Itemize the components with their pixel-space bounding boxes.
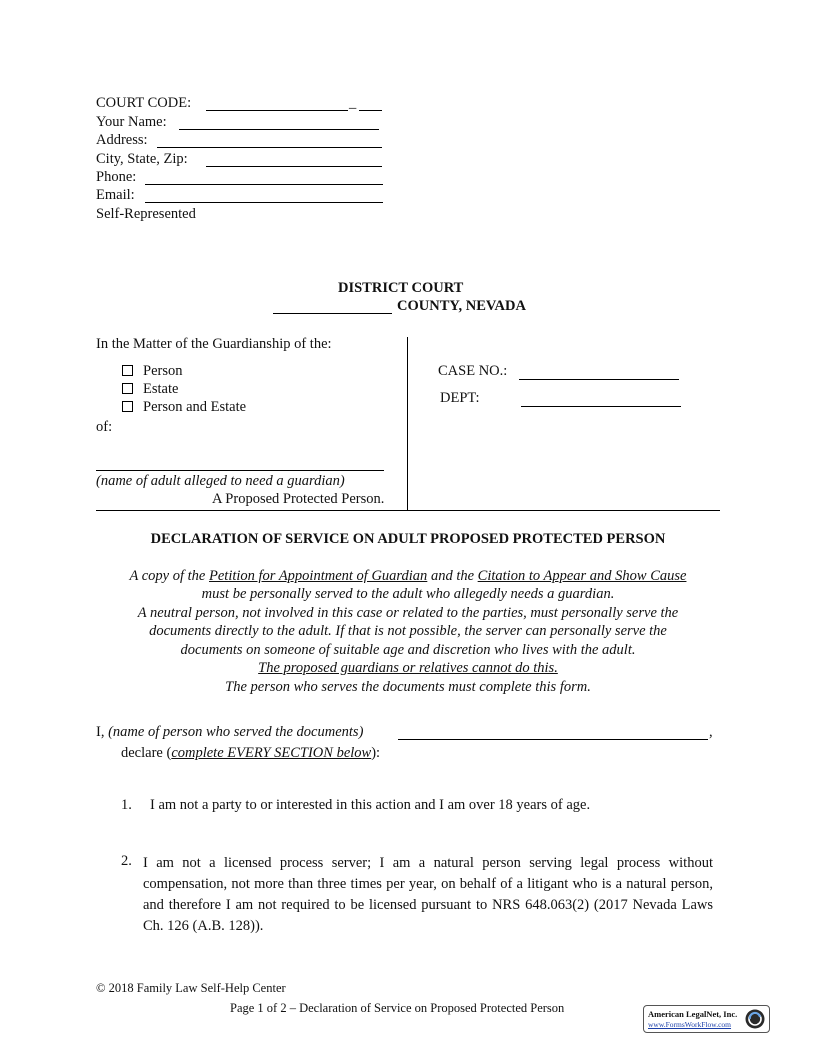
option-person-and-estate-label: Person and Estate	[143, 399, 247, 415]
city-label: City, State, Zip:	[96, 151, 188, 167]
city-field[interactable]	[206, 166, 382, 167]
item-2-number: 2.	[121, 853, 132, 869]
citation-title: Citation to Appear and Show Cause	[477, 568, 687, 584]
logo-line-1: American LegalNet, Inc.	[648, 1009, 738, 1019]
notice-line-5: documents on someone of suitable age and discretion who lives with the adult.	[180, 642, 636, 658]
item-1-text: I am not a party to or interested in this action and I am over 18 years of age.	[150, 797, 591, 813]
matter-label: In the Matter of the Guardianship of the:	[96, 336, 332, 352]
notice-line-2: must be personally served to the adult who allegedly needs a guardian.	[201, 586, 615, 602]
dept-field[interactable]	[521, 406, 681, 407]
your-name-field[interactable]	[179, 129, 379, 130]
option-estate-label: Estate	[143, 381, 179, 397]
declare-text: declare (	[121, 745, 172, 761]
notice-text: A copy of the	[129, 568, 209, 584]
notice-text: and the	[427, 568, 478, 584]
address-label: Address:	[96, 132, 148, 148]
party-role: A Proposed Protected Person.	[212, 491, 385, 507]
logo-line-2: www.FormsWorkFlow.com	[648, 1020, 732, 1029]
notice-line-3: A neutral person, not involved in this case or related to the parties, must personally serve the	[137, 605, 679, 621]
item-1-number: 1.	[121, 797, 132, 813]
county-label: COUNTY, NEVADA	[397, 298, 526, 314]
checkbox-estate[interactable]	[122, 383, 133, 394]
caption-divider-vertical	[407, 337, 408, 510]
phone-label: Phone:	[96, 169, 137, 185]
notice-line-6: The proposed guardians or relatives cannot do this.	[258, 660, 558, 676]
checkbox-person[interactable]	[122, 365, 133, 376]
declare-line	[121, 745, 380, 762]
case-no-label: CASE NO.:	[438, 363, 508, 379]
complete-every-section: complete EVERY SECTION below	[171, 745, 372, 761]
petition-title: Petition for Appointment of Guardian	[209, 568, 428, 584]
court-name: DISTRICT COURT	[338, 280, 464, 296]
name-hint: (name of adult alleged to need a guardian)	[96, 473, 345, 489]
legalnet-logo	[643, 1005, 770, 1033]
notice-line-7: The person who serves the documents must complete this form.	[225, 679, 591, 695]
checkbox-person-and-estate[interactable]	[122, 401, 133, 412]
case-no-field[interactable]	[519, 379, 679, 380]
form-title: DECLARATION OF SERVICE ON ADULT PROPOSED PROTECTED PERSON	[150, 531, 666, 547]
self-represented-label: Self-Represented	[96, 206, 196, 222]
globe-icon	[744, 1008, 766, 1030]
notice-line-1	[90, 567, 726, 586]
option-person-and-estate[interactable]	[122, 399, 246, 416]
declarant-hint: (name of person who served the documents)	[108, 724, 364, 740]
footer-copyright: © 2018 Family Law Self-Help Center	[96, 981, 286, 995]
option-person-label: Person	[143, 363, 183, 379]
declare-close: ):	[371, 745, 381, 761]
option-person[interactable]	[122, 363, 182, 380]
declarant-name-field[interactable]	[398, 739, 708, 740]
court-code-field[interactable]	[206, 110, 348, 111]
declarant-comma: ,	[709, 724, 713, 740]
address-field[interactable]	[157, 147, 382, 148]
court-code-label: COURT CODE:	[96, 95, 192, 111]
phone-field[interactable]	[145, 184, 383, 185]
email-label: Email:	[96, 187, 135, 203]
court-code-suffix: _	[349, 95, 357, 111]
dept-label: DEPT:	[440, 390, 480, 406]
proposed-person-name-field[interactable]	[96, 470, 384, 471]
court-code-field-2[interactable]	[359, 110, 382, 111]
your-name-label: Your Name:	[96, 114, 167, 130]
declarant-i: I,	[96, 724, 105, 740]
email-field[interactable]	[145, 202, 383, 203]
item-2-text: I am not a licensed process server; I am a natural person serving legal process without compensation, not more than three times per year, on behalf of a litigant who is a natural person, and therefore I am not required to be licensed pursuant to NRS 648.063(2) (2017 Nevada Laws Ch. 126 (A.B. 128)).	[143, 855, 713, 934]
footer-page-info: Page 1 of 2 – Declaration of Service on Proposed Protected Person	[230, 1001, 565, 1015]
caption-divider-horizontal	[96, 510, 720, 511]
of-label: of:	[96, 419, 113, 435]
declarant-line	[96, 724, 363, 741]
option-estate[interactable]	[122, 381, 178, 398]
county-field[interactable]	[273, 313, 392, 314]
notice-line-4: documents directly to the adult. If that is not possible, the server can personally serve the	[149, 623, 667, 639]
